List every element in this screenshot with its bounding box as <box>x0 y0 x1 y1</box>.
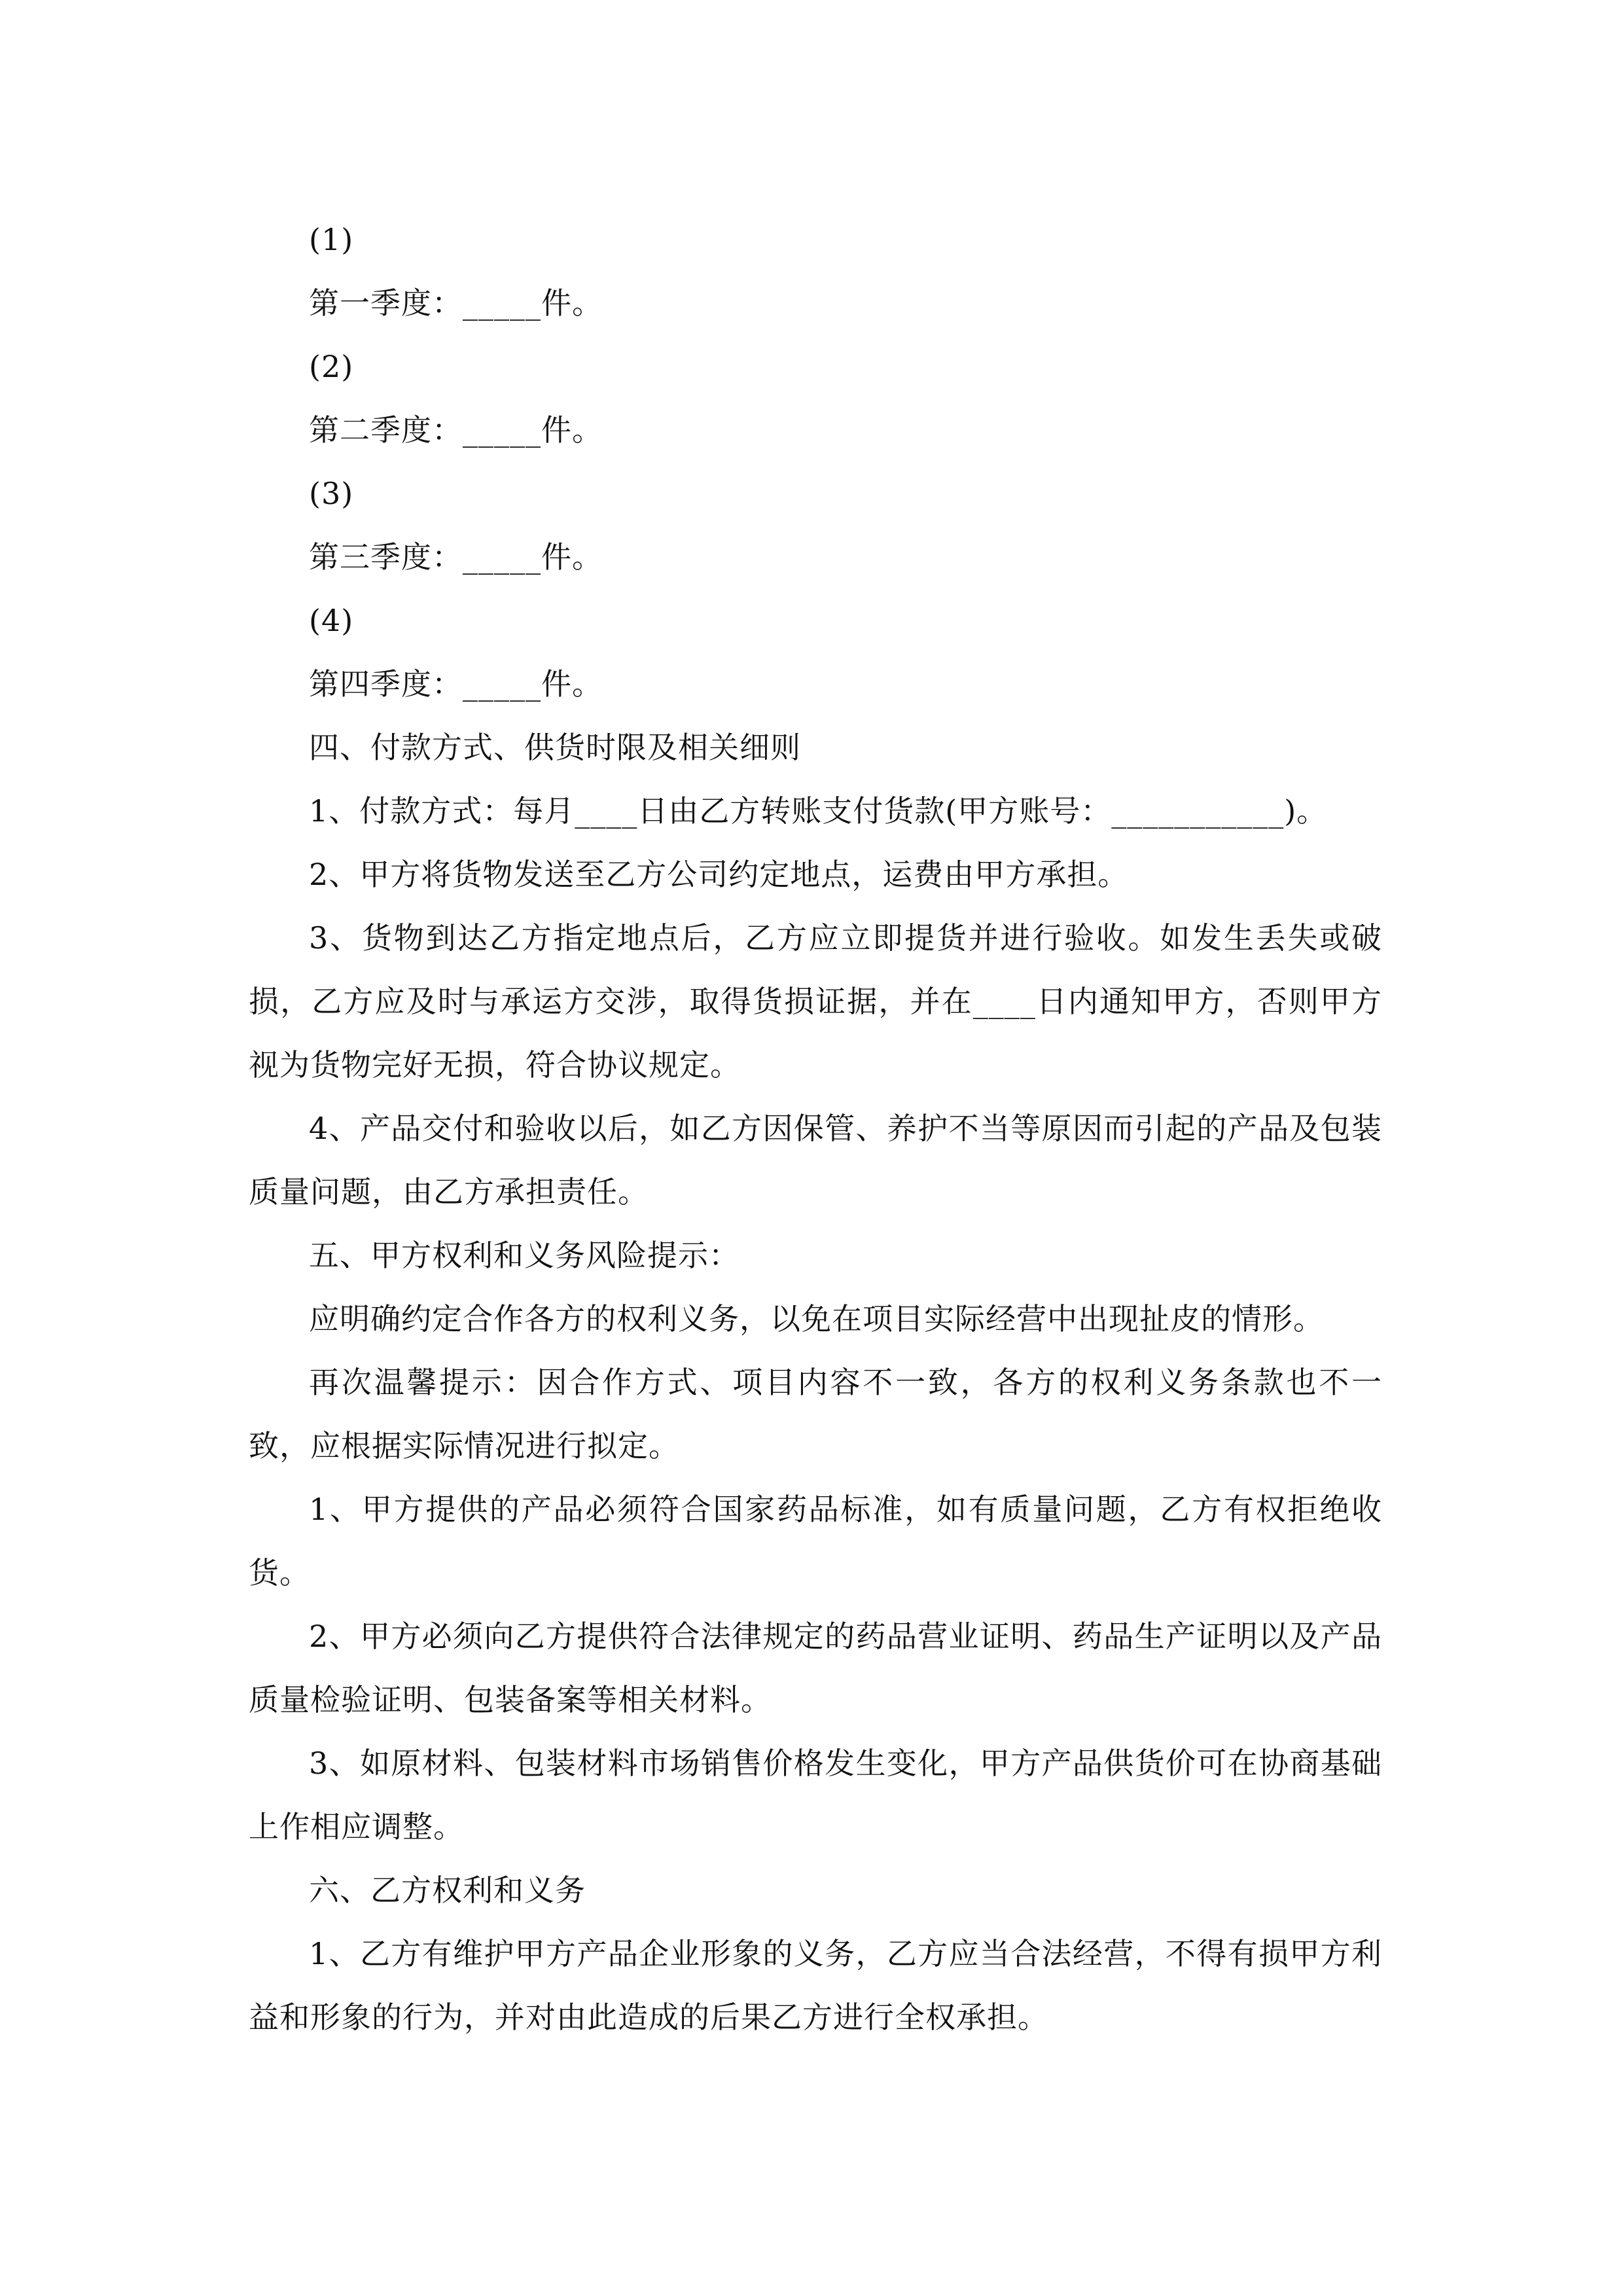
section-4-item-2: 2、甲方将货物发送至乙方公司约定地点，运费由甲方承担。 <box>309 857 1129 892</box>
section-5-item-3: 3、如原材料、包装材料市场销售价格发生变化，甲方产品供货价可在协商基础上作相应调整。 <box>249 1746 1382 1844</box>
quarter-4-quantity: 第四季度：_____件。 <box>309 666 603 702</box>
quarter-3-quantity: 第三季度：_____件。 <box>309 539 603 575</box>
quarter-1-quantity: 第一季度：_____件。 <box>309 285 603 321</box>
section-6-item-1: 1、乙方有维护甲方产品企业形象的义务，乙方应当合法经营，不得有损甲方利益和形象的行为，并对由此造成的后果乙方进行全权承担。 <box>249 1936 1382 2035</box>
section-4-item-3: 3、货物到达乙方指定地点后，乙方应立即提货并进行验收。如发生丢失或破损，乙方应及时与承运方交涉，取得货损证据，并在____日内通知甲方，否则甲方视为货物完好无损，符合协议规定。 <box>249 920 1382 1083</box>
quarter-4-number: (4) <box>309 603 354 638</box>
section-4-item-1: 1、付款方式：每月____日由乙方转账支付货款(甲方账号：___________)。 <box>309 793 1328 829</box>
section-5-risk-note: 应明确约定合作各方的权利义务，以免在项目实际经营中出现扯皮的情形。 <box>309 1301 1324 1336</box>
quarter-2-quantity: 第二季度：_____件。 <box>309 412 603 448</box>
quarter-3-number: (3) <box>309 476 354 511</box>
section-5-reminder: 再次温馨提示：因合作方式、项目内容不一致，各方的权利义务条款也不一致，应根据实际情况进行拟定。 <box>249 1365 1382 1463</box>
document-body <box>249 208 1382 2049</box>
section-4-item-4: 4、产品交付和验收以后，如乙方因保管、养护不当等原因而引起的产品及包装质量问题，由乙方承担责任。 <box>249 1111 1382 1210</box>
quarter-1-number: (1) <box>309 222 354 257</box>
section-6-heading: 六、乙方权利和义务 <box>309 1873 586 1908</box>
section-5-heading: 五、甲方权利和义务风险提示： <box>309 1238 740 1273</box>
quarter-2-number: (2) <box>309 349 354 384</box>
section-5-item-1: 1、甲方提供的产品必须符合国家药品标准，如有质量问题，乙方有权拒绝收货。 <box>249 1492 1382 1590</box>
section-5-item-2: 2、甲方必须向乙方提供符合法律规定的药品营业证明、药品生产证明以及产品质量检验证明、包装备案等相关材料。 <box>249 1619 1382 1717</box>
section-4-heading: 四、付款方式、供货时限及相关细则 <box>309 730 801 765</box>
